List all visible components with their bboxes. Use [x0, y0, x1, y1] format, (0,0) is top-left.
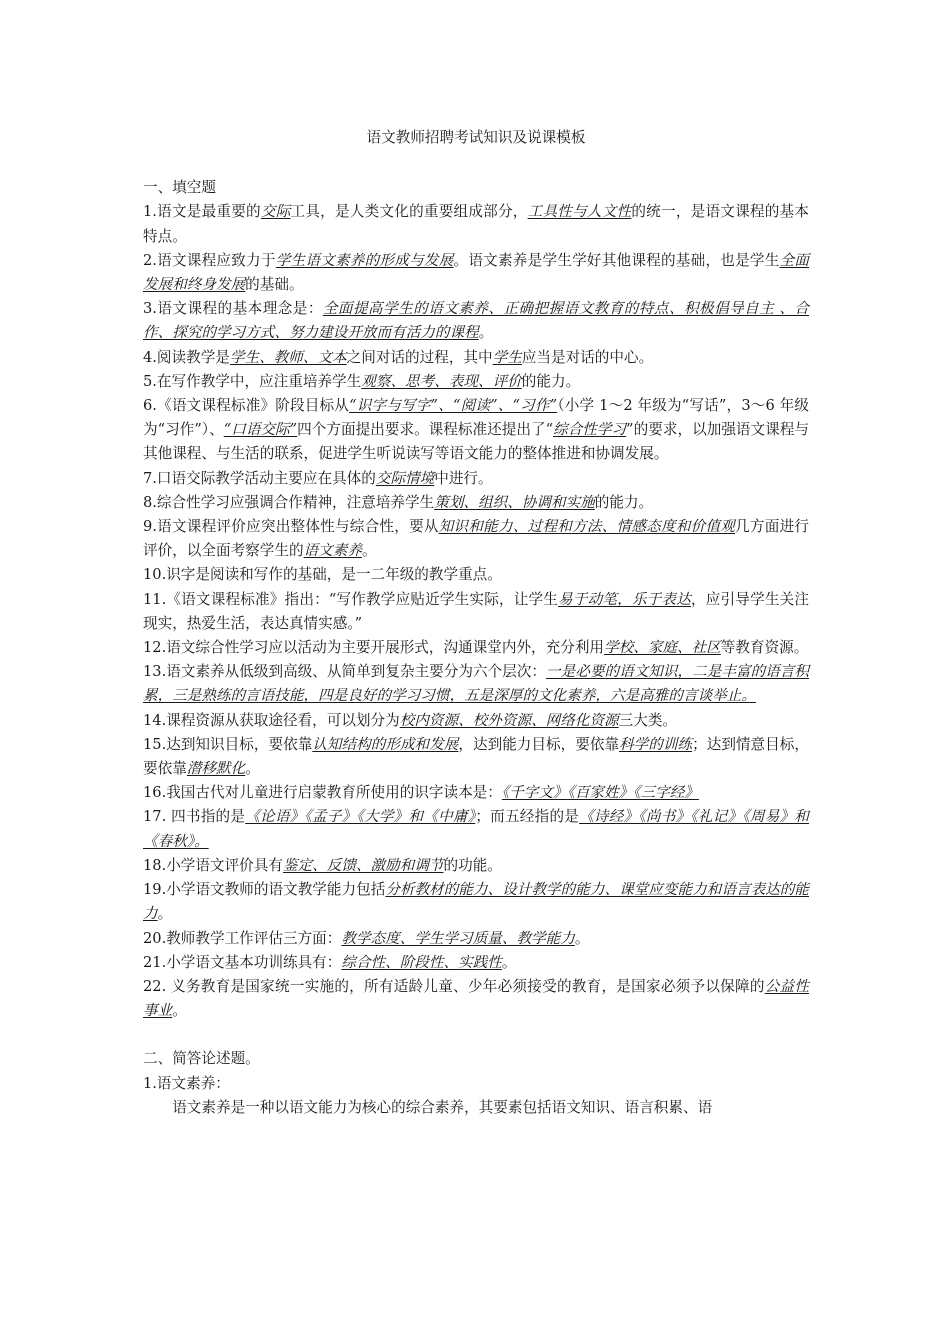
question-item [143, 491, 809, 515]
answer-text: “口语交际” [223, 421, 298, 439]
answer-text: 学生 [492, 348, 522, 366]
question-item [143, 588, 809, 636]
question-text: 17. 四书指的是 [143, 808, 246, 826]
answer-text: 交际 [260, 203, 291, 221]
question-text: 。语文素养是学生学好其他课程的基础，也是学生 [453, 251, 780, 269]
question-text: 1.语文是最重要的 [143, 203, 261, 221]
question-text: 8.综合性学习应强调合作精神，注意培养学生 [143, 493, 435, 511]
question-item [143, 781, 809, 805]
answer-text: 学生、教师、文本 [229, 348, 347, 366]
section-gap [143, 1023, 809, 1047]
question-text: 工具，是人类文化的重要组成部分， [290, 203, 528, 221]
question-text: 应当是对话的中心。 [521, 348, 654, 366]
question-text: 3.语文课程的基本理念是： [143, 300, 323, 318]
question-text: 5.在写作教学中，应注重培养学生 [143, 372, 362, 390]
question-text: 4.阅读教学是 [143, 348, 230, 366]
answer-text: 工具性与人文性 [527, 203, 632, 221]
question-text: 21.小学语文基本功训练具有： [143, 953, 342, 971]
question-text: 6.《语文课程标准》阶段目标从 [143, 397, 350, 415]
question-item [143, 249, 809, 297]
question-text: （小学 1～2 年级为“写话”，3～6 年级为“习作”）、 [143, 397, 809, 439]
question-text: 7.口语交际教学活动主要应在具体的 [143, 469, 376, 487]
question-item [143, 927, 809, 951]
document-page [143, 126, 809, 1120]
answer-text: 《诗经》《尚书》《礼记》《周易》和《春秋》。 [143, 808, 809, 850]
question-text: ，达到能力目标，要依靠 [458, 735, 620, 753]
question-text: 。 [574, 929, 590, 947]
answer-text: 语文素养 [303, 542, 362, 560]
question-item [143, 878, 809, 926]
question-item [143, 854, 809, 878]
answer-text: 策划、组织、协调和实施 [434, 493, 595, 511]
answer-text: 科学的训练 [619, 735, 693, 753]
question-text: 的基础。 [245, 276, 304, 294]
answer-text: 一是必要的语文知识，二是丰富的语言积累，三是熟练的言语技能，四是良好的学习习惯，五是深厚的文化素养，六是高雅的言谈举止。 [143, 663, 809, 705]
question-text: 19.小学语文教师的语文教学能力包括 [143, 881, 386, 899]
question-text: 14.课程资源从获取途径看，可以划分为 [143, 711, 400, 729]
question-text: 。 [501, 953, 517, 971]
answer-text: 校内资源、校外资源、网络化资源 [399, 711, 619, 729]
question-text: 三大类。 [618, 711, 678, 729]
question-text: 11.《语文课程标准》指出：“写作教学应贴近学生实际，让学生 [143, 590, 559, 608]
answer-text: 观察、思考、表现、评价 [361, 372, 522, 390]
question-text: 12.语文综合性学习应以活动为主要开展形式，沟通课堂内外，充分利用 [143, 639, 605, 657]
question-text: 10.识字是阅读和写作的基础，是一二年级的教学重点。 [143, 566, 502, 584]
question-text: 的统一，是语文课程的基本特点。 [143, 203, 809, 245]
question-text: 。 [361, 542, 377, 560]
answer-text: 综合性、阶段性、实践性 [341, 953, 502, 971]
question-text: 15.达到知识目标，要依靠 [143, 735, 313, 753]
answer-text: 全面提高学生的语文素养、正确把握语文教育的特点、积极倡导自主 、合作、探究的学习方式、努力建设开放而有活力的课程 [143, 300, 809, 342]
question-text: 22. 义务教育是国家统一实施的，所有适龄儿童、少年必须接受的教育，是国家必须予以保障的 [143, 977, 765, 995]
question-text: 16.我国古代对儿童进行启蒙教育所使用的识字读本是： [143, 784, 502, 802]
question-text: 13.语文素养从低级到高级、从简单到复杂主要分为六个层次： [143, 663, 547, 681]
answer-text: 学生语文素养的形成与发展 [275, 251, 454, 269]
paragraph-language-literacy: 语文素养是一种以语文能力为核心的综合素养，其要素包括语文知识、语言积累、语 [172, 1098, 713, 1116]
answer-text: 潜移默化 [186, 760, 246, 778]
question-item [143, 951, 809, 975]
question-text: 20.教师教学工作评估三方面： [143, 929, 342, 947]
question-item [143, 297, 809, 345]
section-heading-fill-in: 一、填空题 [143, 179, 216, 197]
question-text: ；而五经指的是 [475, 808, 580, 826]
answer-text: 学校、家庭、社区 [604, 639, 721, 657]
question-text: 之间对话的过程，其中 [346, 348, 493, 366]
answer-text: 交际情境 [375, 469, 435, 487]
fill-in-question-list [143, 200, 809, 1023]
question-text: 9.语文课程评价应突出整体性与综合性，要从 [143, 518, 439, 536]
question-text: ；达到情意目标，要依靠 [143, 735, 809, 778]
question-text: 的功能。 [443, 856, 502, 874]
question-text: 四个方面提出要求。课程标准还提出了“ [297, 421, 554, 439]
question-item [143, 394, 809, 467]
section-heading-short-answer: 二、简答论述题。 [143, 1050, 260, 1068]
question-item [143, 467, 809, 491]
question-text: ”的要求，以加强语文课程与其他课程、与生活的联系，促进学生听说读写等语文能力的整体推进和协调发展。 [143, 421, 809, 463]
question-text: 。 [478, 324, 494, 342]
question-text: 。 [172, 1002, 187, 1020]
question-text: 中进行。 [434, 469, 493, 487]
answer-text: 公益性事业 [143, 977, 809, 1020]
question-item [143, 636, 809, 660]
question-text: 的能力。 [594, 493, 654, 511]
question-item [143, 346, 809, 370]
answer-text: 分析教材的能力、设计教学的能力、课堂应变能力和语言表达的能力 [143, 881, 809, 923]
question-item [143, 200, 809, 248]
question-item [143, 370, 809, 394]
question-item [143, 660, 809, 708]
question-text: 2.语文课程应致力于 [143, 251, 276, 269]
question-text: 18.小学语文评价具有 [143, 856, 283, 874]
answer-text: 综合性学习 [553, 421, 627, 439]
question-item [143, 563, 809, 587]
question-text: ，应引导学生关注现实，热爱生活，表达真情实感。” [143, 590, 809, 632]
answer-text: 《论语》《孟子》《大学》和《中庸》 [245, 808, 476, 826]
answer-text: “识字与写字”、“阅读”、“习作” [349, 397, 558, 415]
answer-text: 教学态度、学生学习质量、教学能力 [341, 929, 575, 947]
answer-text: 易于动笔，乐于表达 [558, 590, 691, 608]
question-item [143, 709, 809, 733]
subheading-language-literacy: 1.语文素养： [143, 1074, 230, 1092]
answer-text: 全面发展和终身发展 [143, 251, 809, 294]
answer-text: 鉴定、反馈、激励和调节 [282, 856, 444, 874]
answer-text: 知识和能力、过程和方法、情感态度和价值观 [438, 518, 736, 536]
question-item [143, 733, 809, 781]
question-text: 。 [157, 905, 173, 923]
question-item [143, 805, 809, 853]
question-text: 等教育资源。 [720, 639, 809, 657]
question-item [143, 515, 809, 563]
answer-text: 认知结构的形成和发展 [312, 735, 459, 753]
document-title: 语文教师招聘考试知识及说课模板 [366, 129, 586, 146]
question-text: 。 [245, 760, 260, 778]
question-item [143, 975, 809, 1023]
answer-text: 《千字文》《百家姓》《三字经》 [501, 784, 699, 802]
question-text: 的能力。 [521, 372, 581, 390]
question-text: 几方面进行评价，以全面考察学生的 [143, 518, 809, 560]
